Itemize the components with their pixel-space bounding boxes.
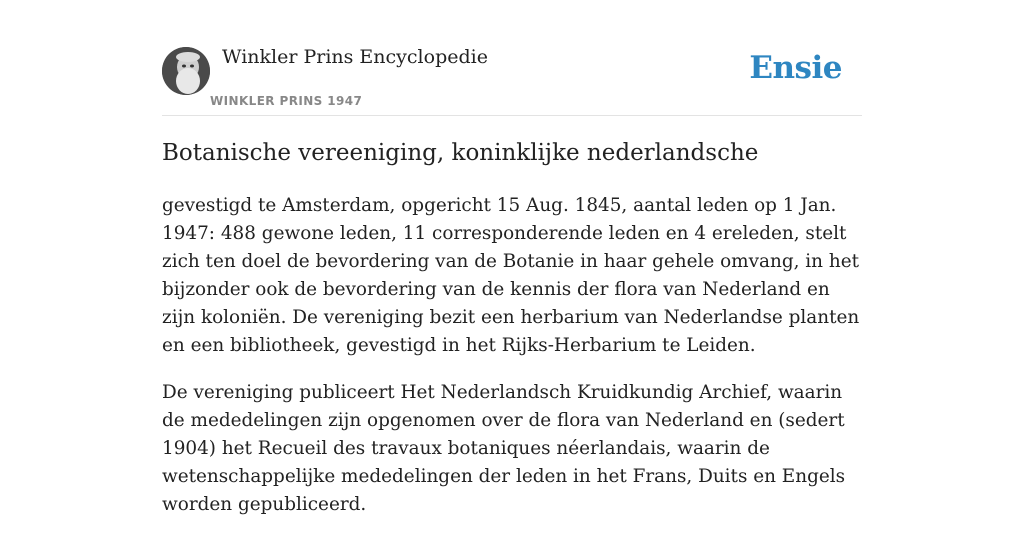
source-title[interactable]: Winkler Prins Encyclopedie [222,46,488,68]
article-title: Botanische vereeniging, koninklijke nederlandsche [162,140,759,166]
ensie-logo[interactable]: Ensie [749,50,842,86]
article-paragraph: De vereniging publiceert Het Nederlandsch Kruidkundig Archief, waarin de mededelingen zijn opgenomen over de flora van Nederland en (sedert 1904) het Recueil des travaux botaniques néerlandais, waarin de wetenschappelijke mededelingen der leden in het Frans, Duits en Engels worden gepubliceerd. [162,382,846,515]
article-paragraph: gevestigd te Amsterdam, opgericht 15 Aug. 1845, aantal leden op 1 Jan. 1947: 488 gewone leden, 11 corresponderende leden en 4 ereleden, stelt zich ten doel de bevordering van de Botanie in haar gehele omvang, in het bijzonder ook de bevordering van de kennis der flora van Nederland en zijn koloniën. De vereniging bezit een herbarium van Nederlandse planten en een bibliotheek, gevestigd in het Rijks-Herbarium te Leiden. [162,195,860,356]
author-avatar[interactable] [162,47,210,95]
source-subtitle: WINKLER PRINS 1947 [210,94,363,108]
header-divider [162,115,862,116]
article-body [162,192,862,538]
